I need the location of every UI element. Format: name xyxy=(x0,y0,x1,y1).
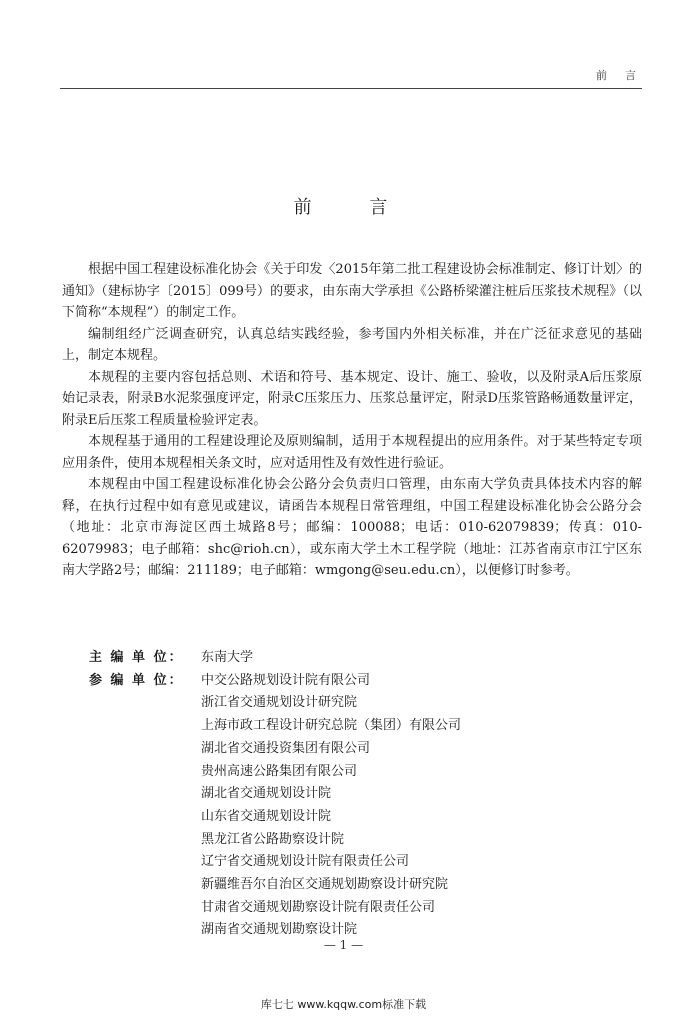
participating-units-list xyxy=(201,670,649,942)
list-item: 湖南省交通规划勘察设计院 xyxy=(201,922,358,938)
participating-units-row xyxy=(89,670,649,942)
list-item: 上海市政工程设计研究总院（集团）有限公司 xyxy=(201,718,462,734)
list-item: 湖北省交通规划设计院 xyxy=(201,786,332,802)
list-item: 贵州高速公路集团有限公司 xyxy=(201,763,358,779)
header-rule xyxy=(60,88,642,89)
paragraph: 根据中国工程建设标准化协会《关于印发〈2015年第二批工程建设协会标准制定、修订计划〉的通知》（建标协字〔2015〕099号）的要求，由东南大学承担《公路桥梁灌注桩后压浆技术规程》（以下简称“本规程”）的制定工作。 xyxy=(62,262,642,320)
list-item: 辽宁省交通规划设计院有限责任公司 xyxy=(201,854,410,870)
paragraph: 本规程基于通用的工程建设理论及原则编制，适用于本规程提出的应用条件。对于某些特定专项应用条件，使用本规程相关条文时，应对适用性及有效性进行验证。 xyxy=(62,434,642,471)
units-section xyxy=(89,647,649,942)
chief-unit-row xyxy=(89,647,649,670)
list-item: 甘肃省交通规划勘察设计院有限责任公司 xyxy=(201,899,436,915)
participating-units-label: 参 编 单 位： xyxy=(89,672,184,688)
list-item: 山东省交通规划设计院 xyxy=(201,808,332,824)
list-item: 浙江省交通规划设计研究院 xyxy=(201,695,358,711)
page-number: — 1 — xyxy=(323,938,364,952)
list-item: 中交公路规划设计院有限公司 xyxy=(201,672,371,688)
paragraph: 本规程由中国工程建设标准化协会公路分会负责归口管理，由东南大学负责具体技术内容的解释，在执行过程中如有意见或建议，请函告本规程日常管理组，中国工程建设标准化协会公路分会（地址：北京市海淀区西土城路8号；邮编：100088；电话：010-62079839；传真：010-62079983；电子邮箱：shc@rioh.cn），或东南大学土木工程学院（地址：江苏省南京市江宁区东南大学路2号；邮编：211189；电子邮箱：wmgong@seu.edu.cn），以便修订时参考。 xyxy=(62,477,642,578)
page-title: 前 言 xyxy=(293,197,414,218)
watermark-text: 库七七 www.kqqw.com标准下载 xyxy=(260,998,427,1011)
paragraph: 本规程的主要内容包括总则、术语和符号、基本规定、设计、施工、验收，以及附录A后压浆原始记录表，附录B水泥浆强度评定，附录C压浆压力、压浆总量评定，附录D压浆管路畅通数量评定，附录E后压浆工程质量检验评定表。 xyxy=(62,369,642,428)
list-item: 湖北省交通投资集团有限公司 xyxy=(201,740,371,756)
list-item: 新疆维吾尔自治区交通规划勘察设计研究院 xyxy=(201,877,449,893)
chief-unit-label: 主 编 单 位： xyxy=(89,650,184,665)
preface-body xyxy=(62,259,642,582)
running-header: 前言 xyxy=(596,69,654,82)
paragraph: 编制组经广泛调查研究，认真总结实践经验，参考国内外相关标准，并在广泛征求意见的基础上，制定本规程。 xyxy=(62,326,642,363)
chief-unit-name: 东南大学 xyxy=(201,650,254,665)
list-item: 黑龙江省公路勘察设计院 xyxy=(201,831,345,847)
